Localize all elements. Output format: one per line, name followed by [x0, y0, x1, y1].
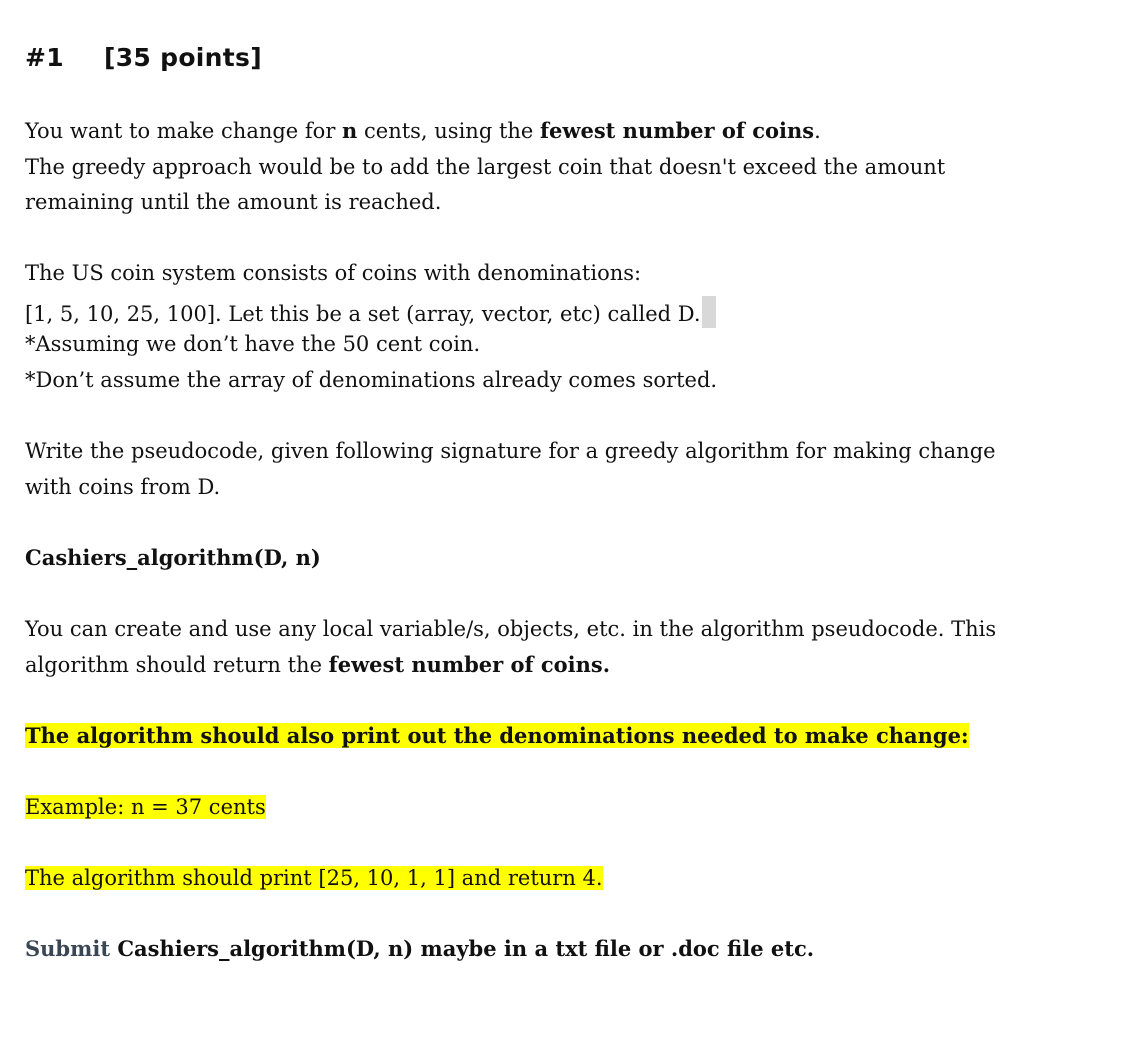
coins-line-2	[25, 296, 716, 328]
intro-text: cents, using the	[357, 119, 541, 143]
signature-text: Cashiers_algorithm(D, n)	[25, 545, 321, 570]
task-line-1: Write the pseudocode, given following signature for a greedy algorithm for making change	[25, 439, 996, 463]
local-line-2	[25, 652, 610, 678]
highlighted-requirement: The algorithm should also print out the denominations needed to make change:	[25, 723, 969, 748]
example-line	[25, 794, 266, 820]
submit-word: Submit	[25, 936, 111, 961]
intro-text: You want to make change for	[25, 119, 343, 143]
fewest-coins-emphasis: fewest number of coins.	[328, 652, 611, 677]
question-heading	[25, 43, 262, 72]
coins-line-4: *Don’t assume the array of denominations already comes sorted.	[25, 368, 718, 392]
question-number: #1	[25, 43, 64, 72]
intro-line-3: remaining until the amount is reached.	[25, 190, 442, 214]
highlighted-result: The algorithm should print [25, 10, 1, 1] and return 4.	[25, 866, 603, 890]
text-cursor	[702, 296, 716, 328]
intro-line-2: The greedy approach would be to add the largest coin that doesn't exceed the amount	[25, 155, 946, 179]
highlighted-example: Example: n = 37 cents	[25, 795, 266, 819]
task-line-2: with coins from D.	[25, 475, 221, 499]
n-variable: n	[342, 118, 358, 143]
print-requirement	[25, 723, 969, 749]
expected-output-line	[25, 865, 603, 891]
intro-line-1	[25, 118, 821, 144]
local-line-1: You can create and use any local variable/s, objects, etc. in the algorithm pseudocode. This	[25, 617, 997, 641]
question-points: [35 points]	[104, 43, 262, 72]
submit-instruction	[25, 936, 814, 962]
local-text: algorithm should return the	[25, 653, 329, 677]
coins-line-1: The US coin system consists of coins with denominations:	[25, 261, 642, 285]
function-signature	[25, 545, 321, 571]
fewest-coins-emphasis: fewest number of coins	[540, 118, 815, 143]
denominations-text: [1, 5, 10, 25, 100]. Let this be a set (array, vector, etc) called D.	[25, 302, 701, 326]
coins-line-3: *Assuming we don’t have the 50 cent coin.	[25, 332, 481, 356]
intro-text: .	[814, 119, 821, 143]
submit-text: Cashiers_algorithm(D, n) maybe in a txt file or .doc file etc.	[110, 936, 815, 961]
